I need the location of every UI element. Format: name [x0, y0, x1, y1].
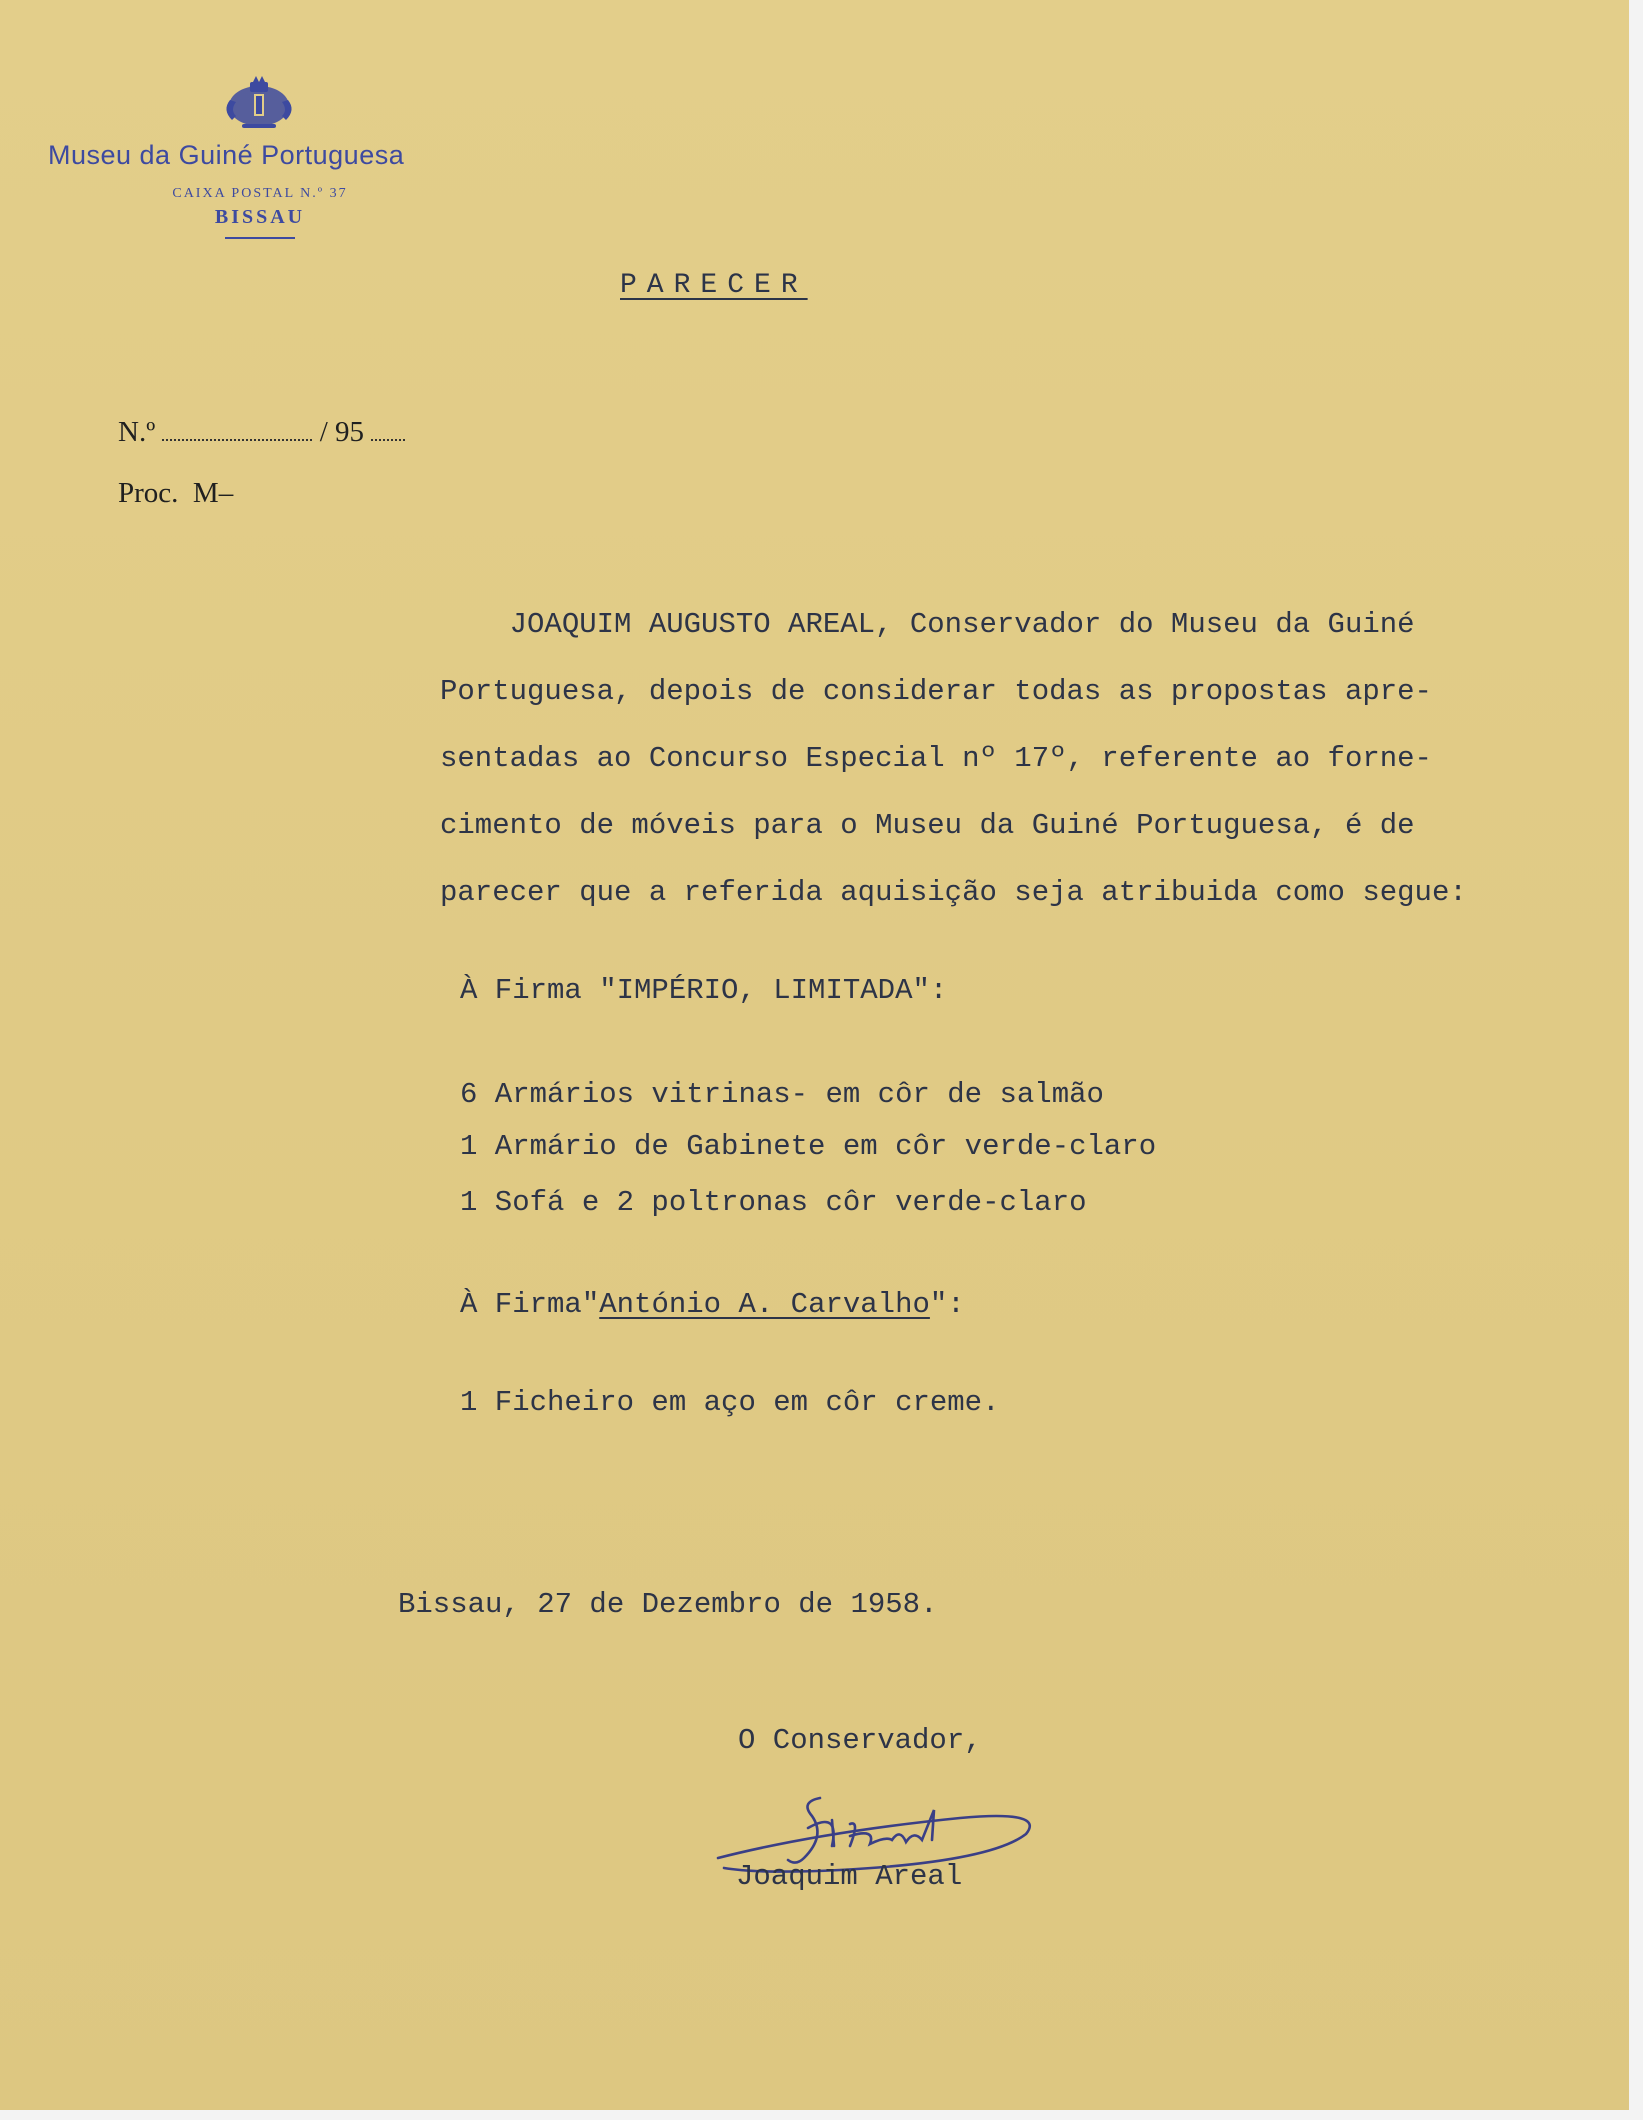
- firm-heading: [460, 1288, 965, 1321]
- number-label: N.º: [118, 416, 156, 448]
- body-line: parecer que a referida aquisição seja atribuida como segue:: [440, 876, 1467, 909]
- number-field: [118, 416, 405, 449]
- letterhead-address: [130, 186, 390, 239]
- process-label: Proc.: [118, 477, 179, 509]
- body-line: cimento de móveis para o Museu da Guiné Portuguesa, é de: [440, 809, 1415, 842]
- body-line: Portuguesa, depois de considerar todas as propostas apre-: [440, 675, 1432, 708]
- signatory-name: Joaquim Areal: [736, 1860, 963, 1893]
- list-item: 1 Sofá e 2 poltronas côr verde-claro: [460, 1186, 1087, 1219]
- postal-box: CAIXA POSTAL N.º 37: [172, 186, 348, 201]
- process-value: M–: [192, 477, 234, 509]
- firm-heading: À Firma "IMPÉRIO, LIMITADA":: [460, 974, 948, 1007]
- city-name: BISSAU: [214, 206, 306, 228]
- number-blank: [162, 417, 312, 441]
- list-item: 6 Armários vitrinas- em côr de salmão: [460, 1078, 1104, 1111]
- body-line: JOAQUIM AUGUSTO AREAL, Conservador do Museu da Guiné: [440, 608, 1415, 641]
- firm-heading-prefix: À Firma": [460, 1288, 600, 1321]
- process-field: [118, 477, 233, 510]
- body-line: sentadas ao Concurso Especial nº 17º, referente ao forne-: [440, 742, 1432, 775]
- divider: [225, 237, 295, 239]
- number-blank: [371, 417, 405, 441]
- firm-name: António A. Carvalho: [599, 1288, 930, 1321]
- firm-heading-suffix: ":: [929, 1288, 965, 1321]
- coat-of-arms-icon: [222, 76, 296, 132]
- document-date: Bissau, 27 de Dezembro de 1958.: [398, 1588, 938, 1621]
- list-item: 1 Armário de Gabinete em côr verde-claro: [460, 1130, 1157, 1163]
- number-suffix: / 95: [319, 416, 364, 448]
- scan-edge: [0, 2110, 1643, 2120]
- list-item: 1 Ficheiro em aço em côr creme.: [460, 1386, 1000, 1419]
- scan-edge: [1629, 0, 1643, 2120]
- institution-name: Museu da Guiné Portuguesa: [48, 140, 405, 170]
- document-title: PARECER: [620, 270, 808, 301]
- signatory-role: O Conservador,: [738, 1724, 982, 1757]
